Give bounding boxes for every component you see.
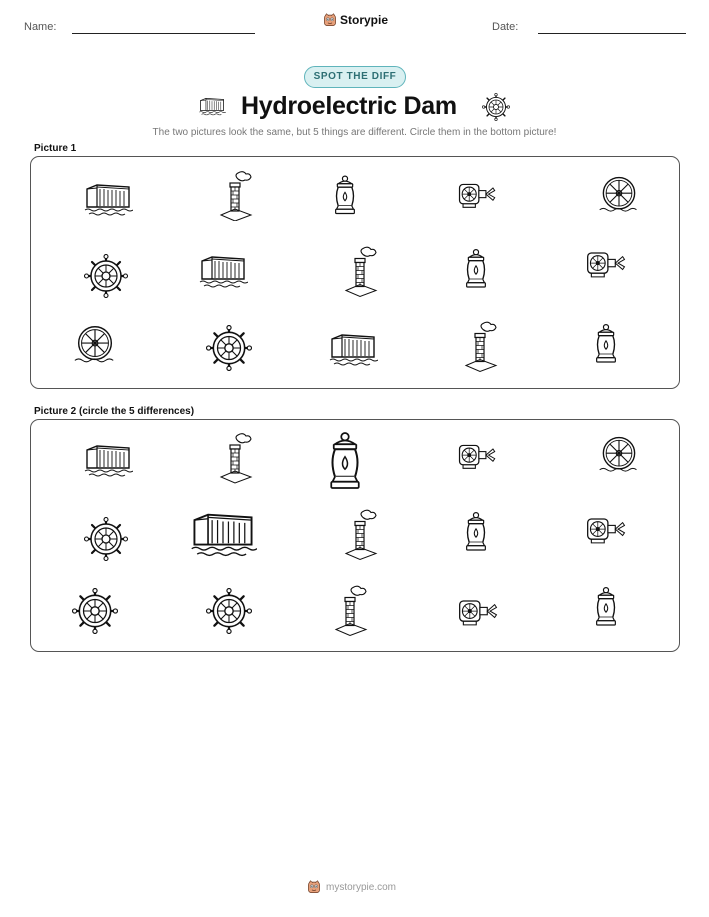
waterwheel-icon (600, 178, 637, 212)
spot-the-diff-badge: SPOT THE DIFF (304, 66, 406, 88)
chimney-icon-changed (336, 586, 366, 635)
dam-icon (200, 257, 248, 287)
chimney-icon (221, 172, 251, 221)
lantern-icon (467, 250, 486, 287)
chimney-icon (346, 247, 376, 296)
name-line[interactable] (72, 33, 255, 34)
page-title: Hydroelectric Dam (241, 92, 457, 120)
ship-wheel-icon-changed (73, 589, 118, 634)
storypie-logo-icon (307, 880, 321, 894)
dam-icon (85, 185, 133, 215)
picture-1-label: Picture 1 (34, 143, 77, 154)
footer-site[interactable]: mystorypie.com (326, 881, 397, 893)
picture-1-panel (30, 156, 680, 389)
dam-icon (85, 446, 133, 476)
name-label: Name: (24, 21, 57, 33)
turbine-icon (588, 519, 625, 543)
lantern-icon (597, 325, 616, 362)
turbine-icon (588, 253, 625, 277)
turbine-icon (460, 184, 495, 207)
picture-2-label: Picture 2 (circle the 5 differences) (34, 406, 195, 417)
storypie-logo-icon (323, 13, 337, 27)
picture-1-grid (31, 157, 678, 387)
turbine-icon (460, 445, 495, 468)
date-line[interactable] (538, 33, 686, 34)
ship-wheel-icon (207, 589, 252, 634)
lantern-icon-large (331, 433, 359, 488)
chimney-icon (346, 510, 376, 559)
picture-2-panel (30, 419, 680, 652)
dam-icon (330, 335, 378, 365)
brand-logo (323, 13, 388, 27)
ship-wheel-icon (85, 518, 128, 561)
waterwheel-icon (600, 438, 637, 472)
instructions: The two pictures look the same, but 5 things are different. Circle them in the bottom picture! (152, 127, 557, 138)
lantern-icon (336, 176, 355, 213)
footer (307, 880, 396, 894)
dam-icon-large (192, 515, 257, 556)
turbine-icon-changed (460, 601, 497, 625)
waterwheel-icon (75, 327, 113, 362)
date-label: Date: (492, 21, 519, 33)
ship-wheel-icon (85, 255, 128, 298)
lantern-icon (597, 588, 616, 625)
picture-2-grid[interactable] (31, 420, 678, 650)
dam-icon (198, 94, 226, 116)
ship-wheel-icon (482, 93, 510, 121)
chimney-icon (466, 322, 496, 371)
ship-wheel-icon (207, 326, 252, 371)
chimney-icon (221, 434, 251, 483)
lantern-icon (467, 513, 486, 550)
brand-name: Storypie (340, 13, 389, 27)
